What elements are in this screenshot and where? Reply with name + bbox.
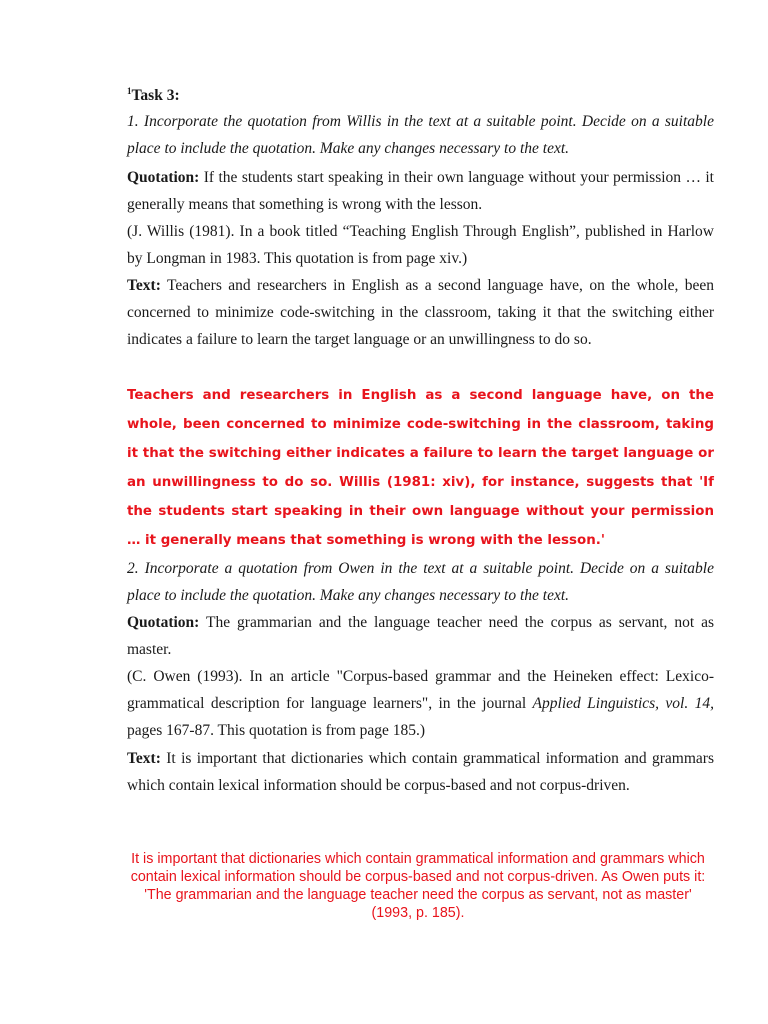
footnote-marker: 1 xyxy=(127,85,132,96)
item1-text xyxy=(127,272,714,354)
item2-source-journal: Applied Linguistics, vol. 14, xyxy=(532,695,714,713)
item1-answer: Teachers and researchers in English as a second language have, on the whole, been concerned to minimize code-switching in the classroom, taking it that the switching either indicates a failure to learn the target language or an unwillingness to do so. Willis (1981: xiv), for instance, suggests that 'If the students start speaking in their own language without your permission … it generally means that something is wrong with the lesson.' xyxy=(127,388,714,548)
task-heading xyxy=(127,82,714,109)
item2-quotation xyxy=(127,609,714,663)
item2-source-post: pages 167-87. This quotation is from page 185.) xyxy=(127,722,426,740)
item2-source xyxy=(127,663,714,745)
item1-text-body: Teachers and researchers in English as a second language have, on the whole, been concerned to minimize code-switching in the classroom, taking it that the switching either indicates a failure to learn the target language or an unwillingness to do so. xyxy=(127,277,714,349)
item2-quotation-text: The grammarian and the language teacher need the corpus as servant, not as master. xyxy=(127,614,714,659)
item1-instruction: 1. Incorporate the quotation from Willis in the text at a suitable point. Decide on a suitable place to include the quotation. Make any changes necessary to the text. xyxy=(127,113,714,158)
item2-source-pre: (C. Owen (1993). In an article "Corpus-based grammar and the Heineken effect: Lexico-grammatical description for language learners", in the journal xyxy=(127,668,714,713)
item1-text-label: Text: xyxy=(127,277,161,294)
item1-quotation xyxy=(127,164,714,218)
item2-text-body: It is important that dictionaries which contain grammatical information and grammars which contain lexical information should be corpus-based and not corpus-driven. xyxy=(127,750,714,795)
item1-quotation-text: If the students start speaking in their own language without your permission … it generally means that something is wrong with the lesson. xyxy=(127,169,714,214)
item1-quotation-label: Quotation: xyxy=(127,169,200,186)
item2-quotation-label: Quotation: xyxy=(127,614,200,631)
task-title: Task 3: xyxy=(131,87,180,104)
item1-source: (J. Willis (1981). In a book titled “Teaching English Through English”, published in Harlow by Longman in 1983. This quotation is from page xiv.) xyxy=(127,223,714,268)
item2-instruction: 2. Incorporate a quotation from Owen in the text at a suitable point. Decide on a suitable place to include the quotation. Make any changes necessary to the text. xyxy=(127,560,714,605)
item2-text-label: Text: xyxy=(127,750,161,767)
item2-text xyxy=(127,745,714,799)
item2-answer: It is important that dictionaries which contain grammatical information and grammars which contain lexical information should be corpus-based and not corpus-driven. As Owen puts it: 'The grammarian and the language teacher need the corpus as servant, not as master' (1993, p. 185). xyxy=(130,851,706,921)
